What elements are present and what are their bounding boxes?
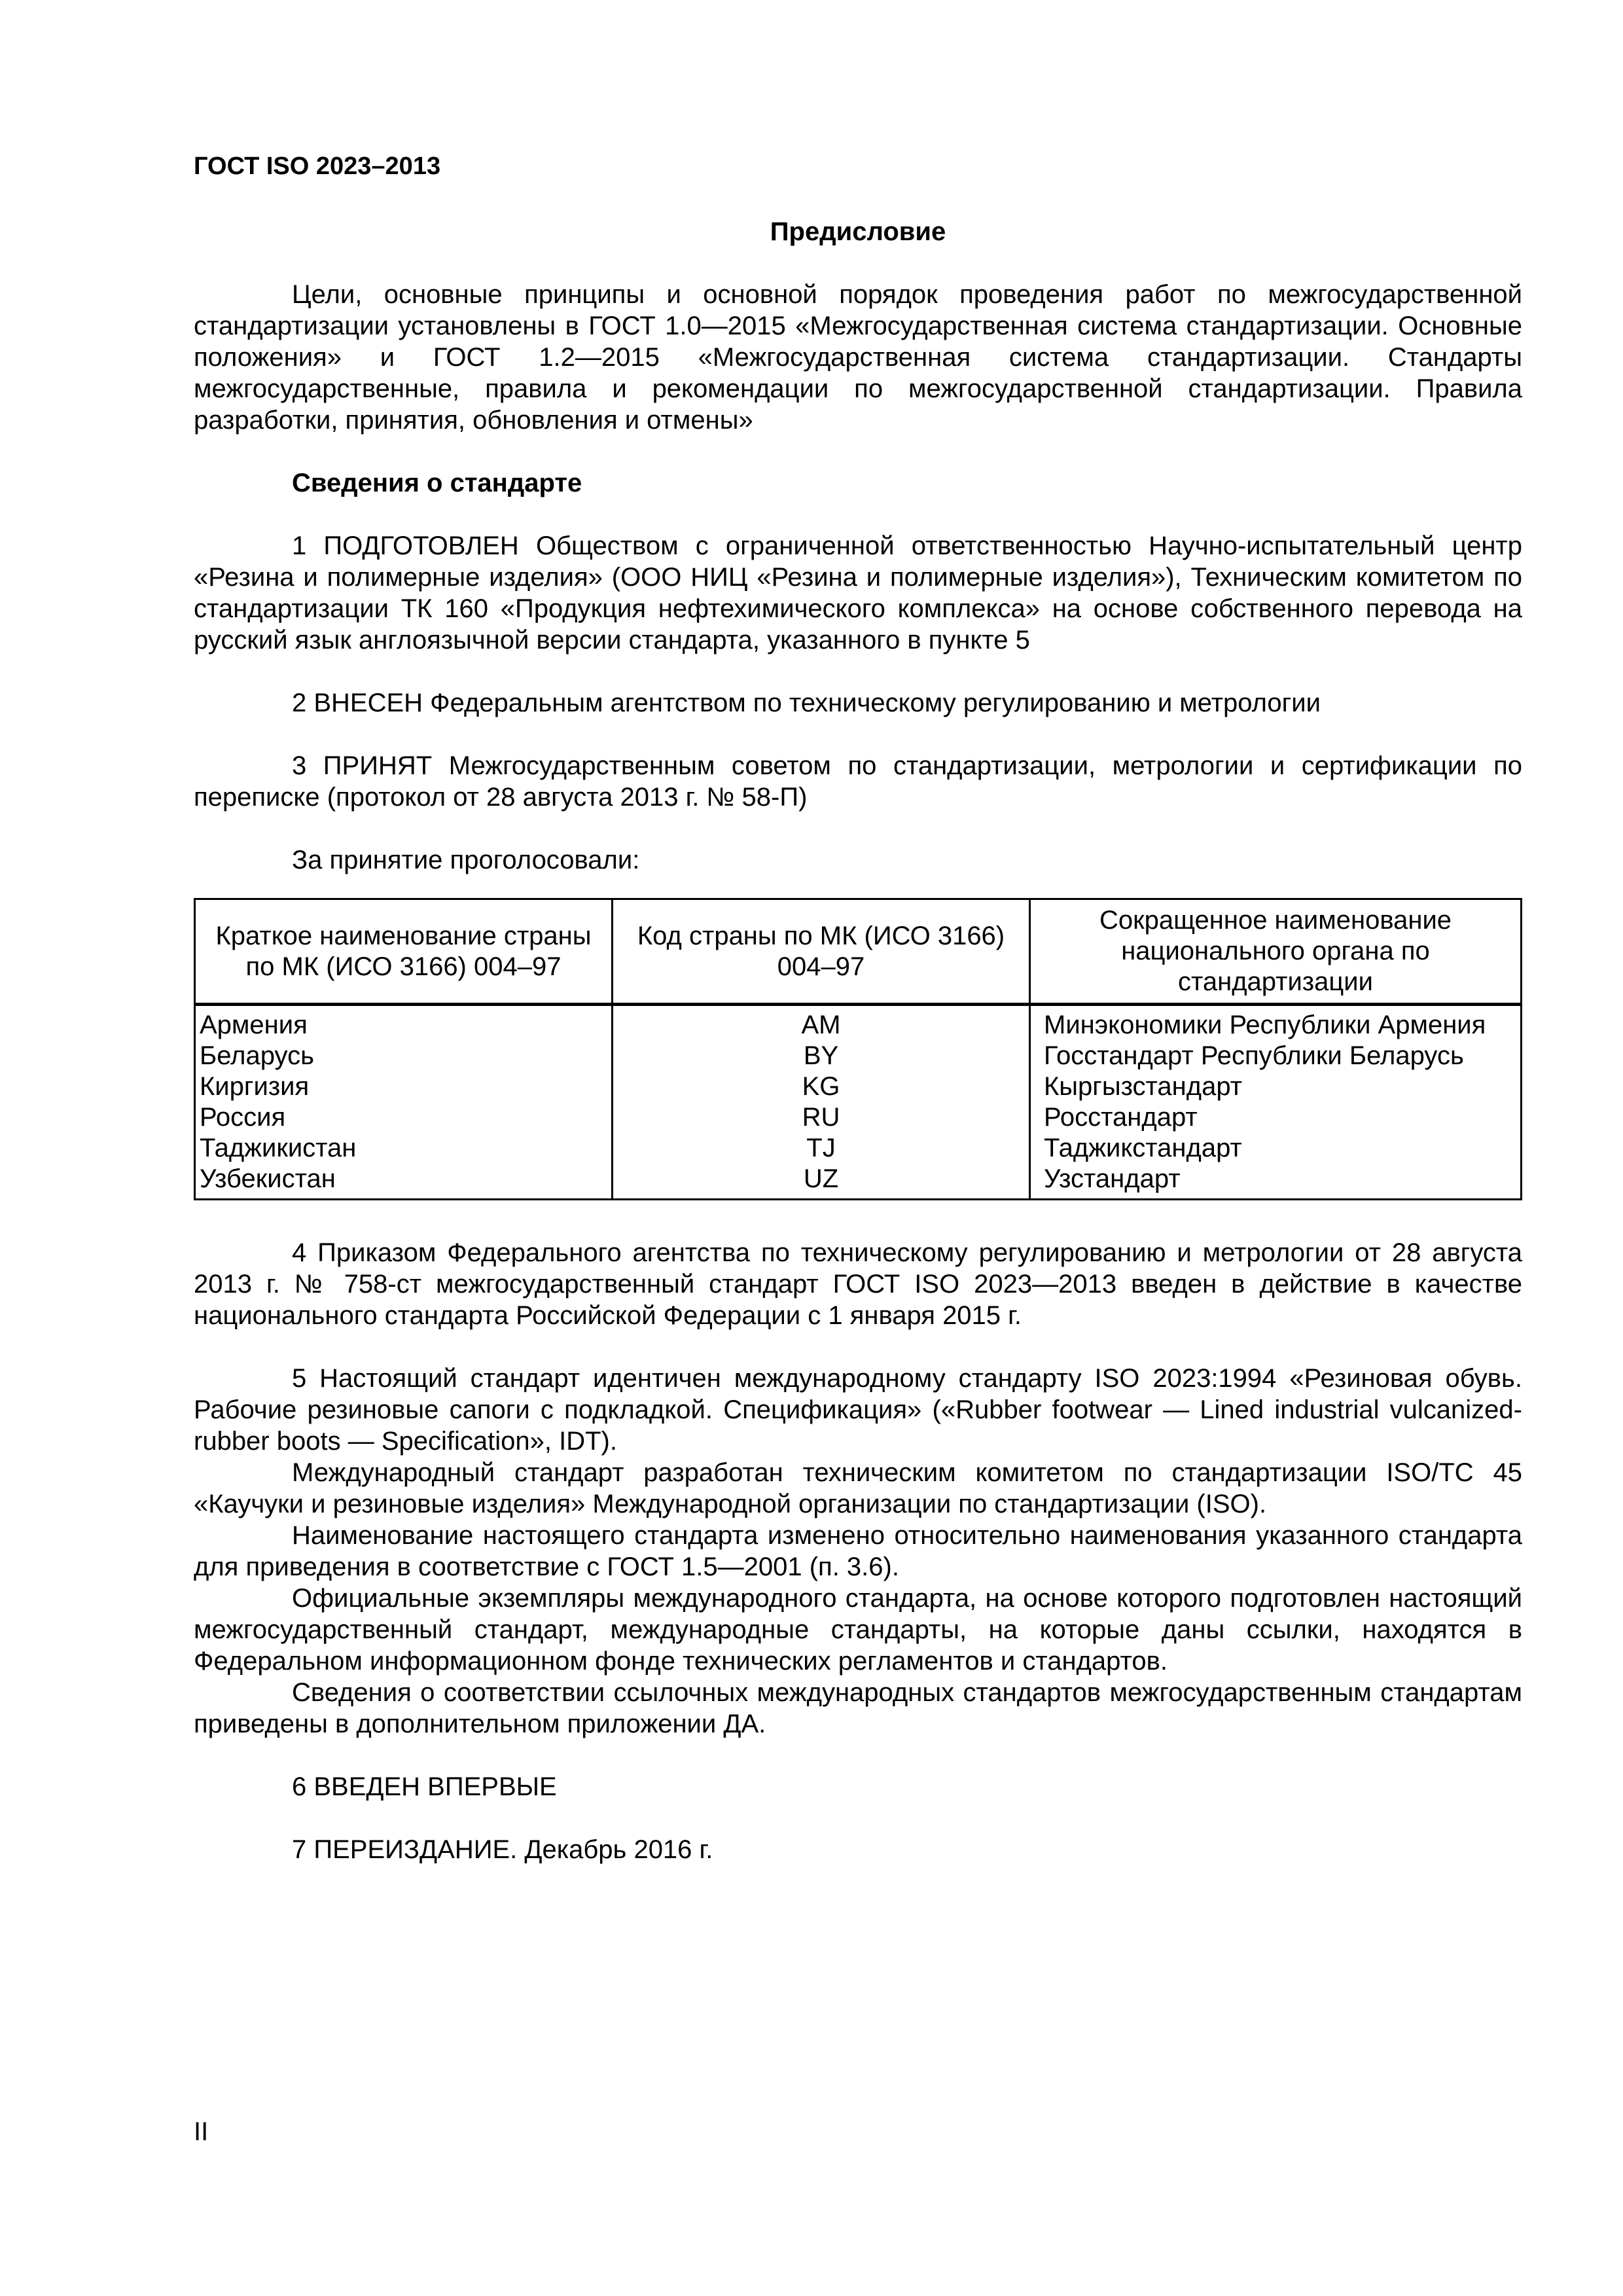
country-name: Таджикистан [195,1133,613,1164]
table-row [195,1041,1522,1071]
country-code: BY [613,1041,1030,1071]
standards-body: Кыргызстандарт [1030,1071,1522,1102]
table-row [195,1164,1522,1200]
table-header-row [195,899,1522,1005]
standards-body: Госстандарт Республики Беларусь [1030,1041,1522,1071]
country-name: Армения [195,1005,613,1041]
section-title: Предисловие [770,217,946,246]
standards-body: Минэкономики Республики Армения [1030,1005,1522,1041]
standards-body: Таджикстандарт [1030,1133,1522,1164]
country-name: Узбекистан [195,1164,613,1200]
document-code: ГОСТ ISO 2023–2013 [194,152,441,180]
item-5-identical: 5 Настоящий стандарт идентичен международному стандарту ISO 2023:1994 «Резиновая обувь. Рабочие резиновые сапоги с подкладкой. Спецификация» («Rubber footwear — Lined industrial vulcanized-rubber boots — Specification», IDT). [194,1364,1522,1456]
header-country-code: Код страны по МК (ИСО 3166) 004–97 [613,899,1030,1005]
votes-intro: За принятие проголосовали: [292,846,640,874]
item-2-submitted: 2 ВНЕСЕН Федеральным агентством по техническому регулированию и метрологии [292,689,1321,717]
table-row [195,1005,1522,1041]
document-page [194,151,1522,1865]
item-4-order: 4 Приказом Федерального агентства по техническому регулированию и метрологии от 28 августа 2013 г. № 758-ст межгосударственный стандарт ГОСТ ISO 2023—2013 введен в действие в качестве национального стандарта Российской Федерации с 1 января 2015 г. [194,1238,1522,1330]
country-code: KG [613,1071,1030,1102]
standards-body: Росстандарт [1030,1102,1522,1133]
preface-intro: Цели, основные принципы и основной порядок проведения работ по межгосударственной стандартизации установлены в ГОСТ 1.0—2015 «Межгосударственная система стандартизации. Основные положения» и ГОСТ 1.2—2015 «Межгосударственная система стандартизации. Стандарты межгосударственные, правила и рекомендации по межгосударственной стандартизации. Правила разработки, принятия, обновления и отмены» [194,280,1522,435]
page-number: II [194,2117,209,2146]
country-name: Беларусь [195,1041,613,1071]
header-standards-body: Сокращенное наименование национального органа по стандартизации [1030,899,1522,1005]
votes-table [194,898,1522,1200]
item-5-developer: Международный стандарт разработан техническим комитетом по стандартизации ISO/TC 45 «Каучуки и резиновые изделия» Международной организации по стандартизации (ISO). [194,1458,1522,1518]
subheading: Сведения о стандарте [292,469,582,497]
country-name: Россия [195,1102,613,1133]
table-row [195,1133,1522,1164]
item-5-name-change: Наименование настоящего стандарта изменено относительно наименования указанного стандарта для приведения в соответствие с ГОСТ 1.5—2001 (п. 3.6). [194,1521,1522,1581]
item-5-official-copies: Официальные экземпляры международного стандарта, на основе которого подготовлен настоящий межгосударственный стандарт, международные стандарты, на которые даны ссылки, находятся в Федеральном информационном фонде технических регламентов и стандартов. [194,1584,1522,1676]
country-code: TJ [613,1133,1030,1164]
table-row [195,1102,1522,1133]
item-3-adopted: 3 ПРИНЯТ Межгосударственным советом по стандартизации, метрологии и сертификации по переписке (протокол от 28 августа 2013 г. № 58-П) [194,751,1522,812]
standards-body: Узстандарт [1030,1164,1522,1200]
country-code: AM [613,1005,1030,1041]
item-7-reissue: 7 ПЕРЕИЗДАНИЕ. Декабрь 2016 г. [292,1835,713,1864]
header-country-name: Краткое наименование страны по МК (ИСО 3166) 004–97 [195,899,613,1005]
item-5-references: Сведения о соответствии ссылочных международных стандартов межгосударственным стандартам приведены в дополнительном приложении ДА. [194,1678,1522,1738]
country-code: RU [613,1102,1030,1133]
table-row [195,1071,1522,1102]
item-1-prepared: 1 ПОДГОТОВЛЕН Обществом с ограниченной ответственностью Научно-испытательный центр «Резина и полимерные изделия» (ООО НИЦ «Резина и полимерные изделия»), Техническим комитетом по стандартизации ТК 160 «Продукция нефтехимического комплекса» на основе собственного перевода на русский язык англоязычной версии стандарта, указанного в пункте 5 [194,531,1522,655]
item-6-first-introduced: 6 ВВЕДЕН ВПЕРВЫЕ [292,1772,557,1801]
country-code: UZ [613,1164,1030,1200]
country-name: Киргизия [195,1071,613,1102]
